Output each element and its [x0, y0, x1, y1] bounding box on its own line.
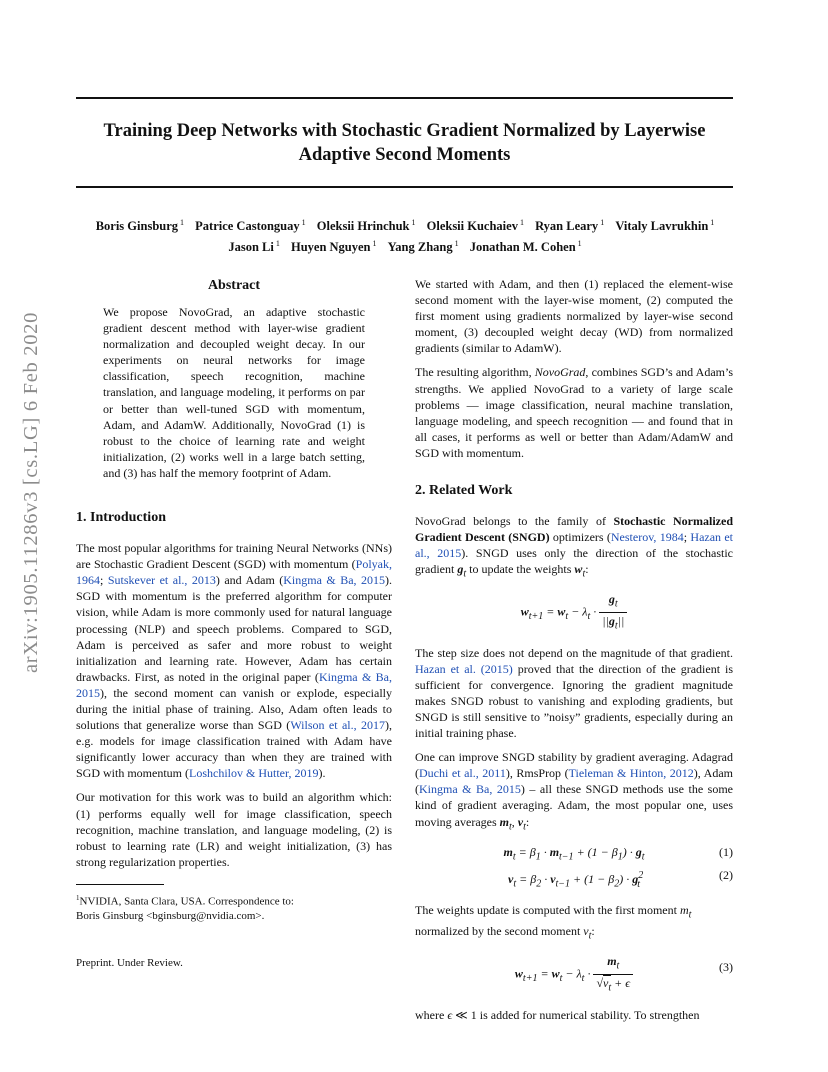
citation-link[interactable]: Duchi et al., 2011 — [419, 766, 506, 781]
citation-link[interactable]: Kingma & Ba, 2015 — [283, 573, 385, 588]
author: Oleksii Kuchaiev $^1$ — [426, 218, 524, 233]
author: Boris Ginsburg $^1$ — [95, 218, 185, 233]
section-heading-related-work: 2. Related Work — [415, 483, 513, 499]
author-line-1 — [60, 214, 750, 235]
equation-number: (3) — [719, 959, 733, 974]
related-paragraph-1: NovoGrad belongs to the family of Stochastic Normalized Gradient Descent (SNGD) optimizers (Nesterov, 1984; Hazan et al., 2015). SNGD uses only the direction of the stochastic gradient $g_t$ to update the weights $w_t$: — [415, 514, 734, 580]
paper-title — [76, 119, 733, 167]
author: Huyen Nguyen $^1$ — [290, 239, 377, 254]
intro-paragraph-2: Our motivation for this work was to build an algorithm which: (1) performs equally well for image classification, speech recognition, machine translation, and language modeling, (2) is robust to learning rate (LR) and weight initialization, (3) has strong regularization properties. — [76, 790, 392, 869]
left-column — [76, 276, 392, 923]
equation-number: (1) — [719, 845, 733, 859]
citation-link[interactable]: Loshchilov & Hutter, 2019 — [189, 766, 319, 781]
author: Yang Zhang $^1$ — [387, 239, 459, 254]
intro-paragraph-1: The most popular algorithms for training Neural Networks (NNs) are Stochastic Gradient Descent (SGD) with momentum (Polyak, 1964; Sutskever et al., 2013) and Adam (Kingma & Ba, 2015). SGD with momentum is the preferred algorithm for computer vision, while Adam is more commonly used for natural language processing (NLP) and speech problems. Compared to SGD, Adam is perceived as safer and more robust to weight initialization and learning rate. However, Adam has certain drawbacks. First, as noted in the original paper (Kingma & Ba, 2015), the second moment can vanish or explode, especially during the initial phase of training. Also, Adam often leads to solutions that generalize worse than SGD (Wilson et al., 2017), e.g. models for image classification trained with Adam have significantly lower accuracy than when they are trained with SGD with momentum (Loshchilov & Hutter, 2019). — [76, 541, 393, 781]
citation-link[interactable]: Hazan et al. (2015) — [415, 661, 513, 676]
right-column — [415, 276, 733, 1031]
right-paragraph-2: The resulting algorithm, NovoGrad, combines SGD’s and Adam’s strengths. We applied NovoGrad to a variety of large scale problems — image classification, neural machine translation, language modeling, and speech recognition — and found that in all cases, it performs as well or better than Adam/AdamW and SGD with momentum. — [415, 365, 733, 460]
citation-link[interactable]: Nesterov, 1984 — [610, 530, 684, 545]
equation-2: $v_t = \beta_2 \cdot v_{t-1} + (1 - \beta_2) \cdot g^2_t$ (2) — [508, 868, 733, 890]
title-line-2: Adaptive Second Moments — [298, 145, 511, 165]
author: Jason Li $^1$ — [228, 239, 280, 254]
title-line-1: Training Deep Networks with Stochastic Gradient Normalized by Layerwise — [103, 121, 706, 141]
equation-moments — [415, 843, 733, 894]
title-rule-top — [76, 97, 733, 99]
equation-number: (2) — [719, 868, 733, 883]
equation-sngd-update: $w_{t+1} = w_t - \lambda_t$ · $\frac{g_t}{||g_t||}$ — [415, 591, 733, 635]
citation-link[interactable]: Tieleman & Hinton, 2012 — [568, 766, 694, 781]
abstract-text: We propose NovoGrad, an adaptive stochastic gradient descent method with layer-wise gradient normalization and decoupled weight decay. In our experiments on neural networks for image classification, speech recognition, machine translation, and language modeling, it performs on par or better than well-tuned SGD with momentum, Adam, and AdamW. Additionally, NovoGrad (1) is robust to the choice of learning rate and weight initialization, (2) works well in a large batch setting, and (3) has half the memory footprint of Adam. — [103, 305, 365, 480]
title-rule-bottom — [76, 186, 733, 188]
author: Oleksii Hrinchuk $^1$ — [316, 218, 416, 233]
citation-link[interactable]: Kingma & Ba, 2015 — [419, 782, 521, 797]
citation-link[interactable]: Wilson et al., 2017 — [290, 718, 385, 733]
arxiv-stamp — [20, 293, 46, 673]
citation-link[interactable]: Polyak, 1964 — [76, 557, 392, 588]
preprint-note: Preprint. Under Review. — [76, 957, 183, 969]
citation-link[interactable]: Sutskever et al., 2013 — [107, 573, 216, 588]
footnote-rule — [76, 884, 164, 885]
author: Jonathan M. Cohen $^1$ — [469, 239, 582, 254]
arxiv-stamp-text: arXiv:1905.11286v3 [cs.LG] 6 Feb 2020 — [20, 311, 42, 673]
equation-1: $m_t = \beta_1 \cdot m_{t-1} + (1 - \beta_1) \cdot g_t$ (1) — [503, 845, 733, 863]
related-paragraph-2: The step size does not depend on the magnitude of that gradient. Hazan et al. (2015) proved that the direction of the gradient is sufficient for convergence. Ignoring the gradient magnitude makes SNGD robust to vanishing and exploding gradients, but SNGD is still sensitive to ”noisy” gradients, especially during an initial training phase. — [415, 645, 733, 741]
right-paragraph-1: We started with Adam, and then (1) replaced the element-wise second moment with the layer-wise moment, (2) computed the first moment using gradients normalized by layer-wise second moment, (3) decoupled weight decay (WD) from normalized gradients (similar to AdamW). — [415, 277, 733, 356]
author-line-2 — [60, 235, 750, 256]
footnote: $^1$NVIDIA, Santa Clara, USA. Correspondence to: Boris Ginsburg <bginsburg@nvidia.com>. — [76, 893, 294, 922]
related-paragraph-4: The weights update is computed with the first moment $m_t$ normalized by the second moment $v_t$: — [415, 902, 692, 942]
author: Patrice Castonguay $^1$ — [195, 218, 306, 233]
section-heading-introduction: 1. Introduction — [76, 510, 166, 526]
author-list — [60, 214, 750, 256]
related-paragraph-3: One can improve SNGD stability by gradient averaging. Adagrad (Duchi et al., 2011), RmsProp (Tieleman & Hinton, 2012), Adam (Kingma & Ba, 2015) – all these SNGD methods use the some kind of gradient averaging. Adam, the most popular one, uses moving averages $m_t$, $v_t$: — [415, 750, 734, 832]
author: Ryan Leary $^1$ — [535, 218, 605, 233]
abstract-heading: Abstract — [207, 278, 261, 293]
citation-link[interactable]: Hazan et al., 2015 — [415, 530, 734, 561]
citation-link[interactable]: Kingma & Ba, 2015 — [76, 669, 393, 700]
related-paragraph-5: where ϵ ≪ 1 is added for numerical stability. To strengthen — [415, 1007, 700, 1022]
equation-3: $w_{t+1} = w_t - \lambda_t$ · $\frac{m_t}{√v_t + \epsilon}$ (3) — [514, 953, 733, 994]
author: Vitaly Lavrukhin $^1$ — [615, 218, 715, 233]
